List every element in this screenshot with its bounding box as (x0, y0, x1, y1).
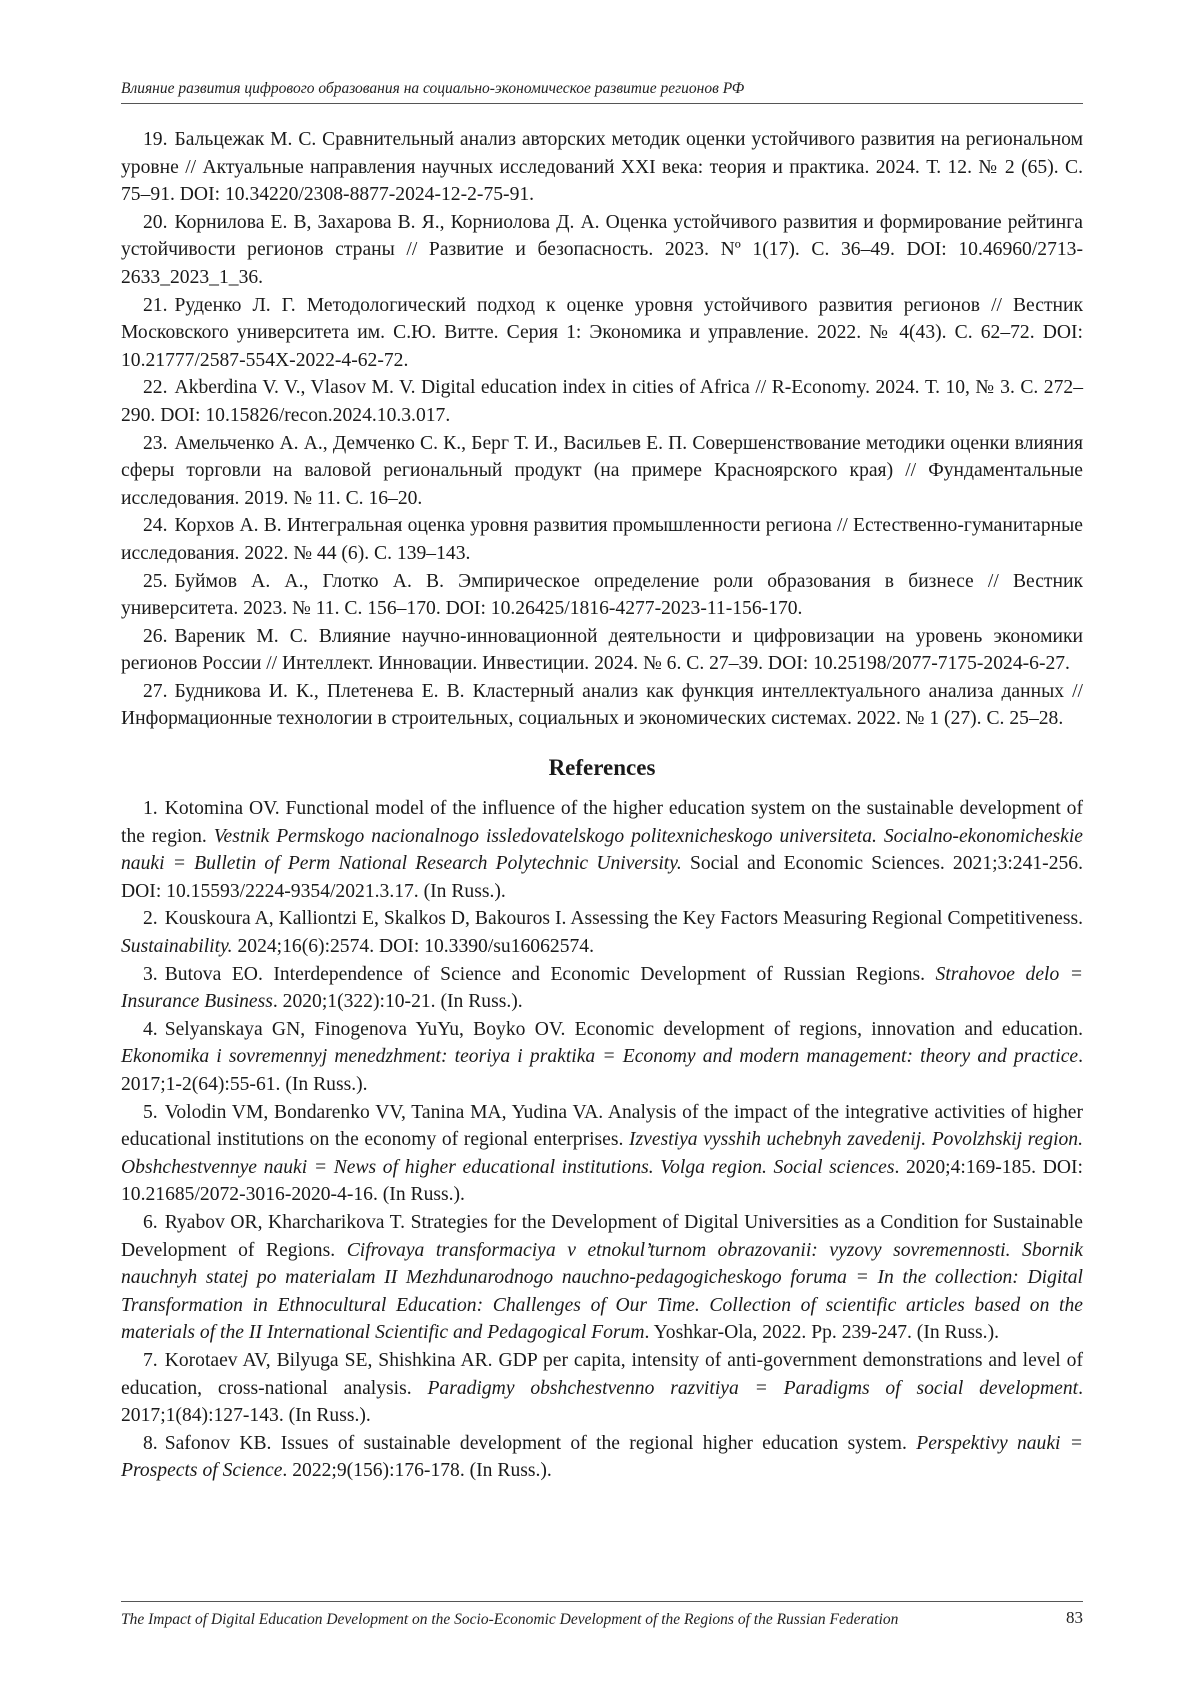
reference-number: 5. (143, 1101, 158, 1123)
reference-number: 3. (143, 963, 158, 985)
reference-text: Бальцежак М. С. Сравнительный анализ авторских методик оценки устойчивого развития на региональном уровне // Актуальные направления научных исследований XXI века: теория и практика. 2024. Т. 12. № 2 (65). С. 75–91. DOI: 10.34220/2308-8877-2024-12-2-75-91. (121, 129, 1083, 206)
reference-source: Paradigmy obshchestvenno razvitiya = Paradigms of social development (427, 1377, 1079, 1399)
reference-text: Буймов А. А., Глотко А. В. Эмпирическое определение роли образования в бизнесе // Вестник университета. 2023. № 11. С. 156–170. DOI: 10.26425/1816-4277-2023-11-156-170. (121, 570, 1083, 620)
reference-source: Sustainability. (121, 936, 233, 958)
reference-number: 19. (143, 129, 168, 150)
reference-text: Kotomina OV. Functional model of the influence of the higher education system on the sustainable development of the region. (121, 798, 1083, 847)
reference-number: 6. (143, 1211, 158, 1233)
reference-item (121, 678, 1083, 733)
reference-item (121, 209, 1083, 292)
reference-number: 27. (143, 680, 168, 702)
reference-item (121, 126, 1083, 209)
reference-item (121, 1016, 1083, 1099)
reference-text: Корнилова Е. В, Захарова В. Я., Корниолова Д. А. Оценка устойчивого развития и формирование рейтинга устойчивости регионов страны // Развитие и безопасность. 2023. Nº 1(17). С. 36–49. DOI: 10.46960/2713-2633_2023_1_36. (121, 211, 1083, 288)
reference-number: 8. (143, 1432, 158, 1454)
reference-text: Volodin VM, Bondarenko VV, Tanina MA, Yudina VA. Analysis of the impact of the integrative activities of higher educational institutions on the economy of regional enterprises. (121, 1101, 1083, 1151)
references-heading: References (548, 755, 656, 781)
reference-source: Izvestiya vysshih uchebnyh zavedenij. Povolzhskij region. Obshchestvennye nauki = News of higher educational institutions. Volga region. Social sciences (121, 1129, 1083, 1178)
reference-source: Perspektivy nauki = Prospects of Science (121, 1432, 1084, 1482)
reference-number: 26. (143, 625, 168, 647)
reference-item (121, 1099, 1083, 1209)
reference-text: Руденко Л. Г. Методологический подход к оценке уровня устойчивого развития регионов // Вестник Московского университета им. С.Ю. Витте. Серия 1: Экономика и управление. 2022. № 4(43). С. 62–72. DOI: 10.21777/2587-554X-2022-4-62-72. (121, 294, 1083, 371)
reference-number: 2. (143, 908, 158, 930)
page-number: 83 (1066, 1608, 1083, 1627)
page-body (121, 126, 1083, 1485)
reference-number: 7. (143, 1349, 158, 1371)
reference-number: 23. (143, 432, 168, 454)
reference-item (121, 1430, 1083, 1485)
english-reference-list (121, 795, 1083, 1485)
reference-details: . 2017;1(84):127-143. (In Russ.). (121, 1377, 1083, 1427)
reference-number: 1. (143, 798, 158, 820)
reference-text: Korotaev AV, Bilyuga SE, Shishkina AR. GDP per capita, intensity of anti-government demonstrations and level of education, cross-national analysis. (121, 1349, 1083, 1399)
reference-item (121, 568, 1083, 623)
reference-details: . 2020;4:169-185. DOI: 10.21685/2072-3016-2020-4-16. (In Russ.). (121, 1156, 1083, 1206)
reference-item (121, 430, 1083, 513)
running-footer: The Impact of Digital Education Development on the Socio-Economic Development of the Regions of the Russian Federation (121, 1611, 899, 1628)
reference-details: . 2022;9(156):176-178. (In Russ.). (282, 1460, 552, 1482)
russian-reference-list (121, 126, 1083, 733)
reference-text: Будникова И. К., Плетенева Е. В. Кластерный анализ как функция интеллектуального анализа данных // Информационные технологии в строительных, социальных и экономических системах. 2022. № 1 (27). С. 25–28. (121, 680, 1083, 730)
header-divider (121, 103, 1083, 104)
reference-number: 4. (143, 1018, 158, 1040)
reference-number: 22. (143, 377, 168, 399)
reference-source: Ekonomika i sovremennyj menedzhment: teoriya i praktika = Economy and modern management: theory and practice (121, 1046, 1079, 1068)
reference-source: Vestnik Permskogo nacionalnogo issledovatelskogo politexnicheskogo universiteta. Socialno-ekonomicheskie nauki = Bulletin of Perm National Research Polytechnic University. (121, 825, 1083, 875)
reference-item (121, 905, 1083, 960)
reference-text: Selyanskaya GN, Finogenova YuYu, Boyko OV. Economic development of regions, innovation and education. (164, 1018, 1083, 1040)
reference-text: Амельченко А. А., Демченко С. К., Берг Т. И., Васильев Е. П. Совершенствование методики оценки влияния сферы торговли на валовой региональный продукт (на примере Красноярского края) // Фундаментальные исследования. 2019. № 11. С. 16–20. (121, 432, 1083, 509)
reference-text: Safonov KB. Issues of sustainable development of the regional higher education system. (164, 1432, 917, 1454)
reference-item (121, 961, 1083, 1016)
reference-item (121, 1347, 1083, 1430)
reference-item (121, 512, 1083, 567)
reference-text: Butova EO. Interdependence of Science and Economic Development of Russian Regions. (164, 963, 936, 985)
reference-source: Strahovoe delo = Insurance Business (121, 963, 1083, 1013)
reference-text: Вареник М. С. Влияние научно-инновационной деятельности и цифровизации на уровень экономики регионов России // Интеллект. Инновации. Инвестиции. 2024. № 6. С. 27–39. DOI: 10.25198/2077-7175-2024-6-27. (121, 625, 1083, 675)
reference-item (121, 292, 1083, 375)
reference-number: 25. (143, 570, 168, 592)
reference-text: Корхов А. В. Интегральная оценка уровня развития промышленности региона // Естественно-гуманитарные исследования. 2022. № 44 (6). С. 139–143. (121, 515, 1083, 564)
reference-text: Akberdina V. V., Vlasov M. V. Digital education index in cities of Africa // R-Economy. 2024. Т. 10, № 3. С. 272–290. DOI: 10.15826/recon.2024.10.3.017. (121, 377, 1083, 426)
reference-number: 20. (143, 211, 168, 233)
reference-text: Kouskoura A, Kalliontzi E, Skalkos D, Bakouros I. Assessing the Key Factors Measuring Regional Competitiveness. (164, 908, 1083, 930)
reference-details: . 2020;1(322):10-21. (In Russ.). (272, 991, 523, 1013)
reference-item (121, 1209, 1083, 1347)
reference-details: . Yoshkar-Ola, 2022. Pp. 239-247. (In Russ.). (644, 1322, 999, 1344)
reference-text: Ryabov OR, Kharcharikova T. Strategies for the Development of Digital Universities as a Condition for Sustainable Development of Regions. (121, 1211, 1083, 1261)
reference-details: 2024;16(6):2574. DOI: 10.3390/su16062574. (232, 936, 594, 958)
running-header: Влияние развития цифрового образования на социально-экономическое развитие регионов РФ (121, 80, 745, 97)
reference-details: . 2017;1-2(64):55-61. (In Russ.). (121, 1046, 1083, 1095)
reference-item (121, 374, 1083, 429)
reference-number: 24. (143, 515, 168, 537)
footer-divider (121, 1601, 1083, 1602)
reference-source: Cifrovaya transformaciya v etnokul’turnom obrazovanii: vyzovy sovremennosti. Sbornik nauchnyh statej po materialam II Mezhdunarodnogo nauchno-pedagogicheskogo foruma = In the collection: Digital Transformation in Ethnocultural Education: Challenges of Our Time. Collection of scientific articles based on the materials of the II International Scientific and Pedagogical Forum (121, 1239, 1084, 1344)
reference-number: 21. (143, 294, 168, 316)
reference-item (121, 795, 1083, 905)
reference-details: Social and Economic Sciences. 2021;3:241-256. DOI: 10.15593/2224-9354/2021.3.17. (In Russ.). (121, 853, 1083, 902)
reference-item (121, 623, 1083, 678)
